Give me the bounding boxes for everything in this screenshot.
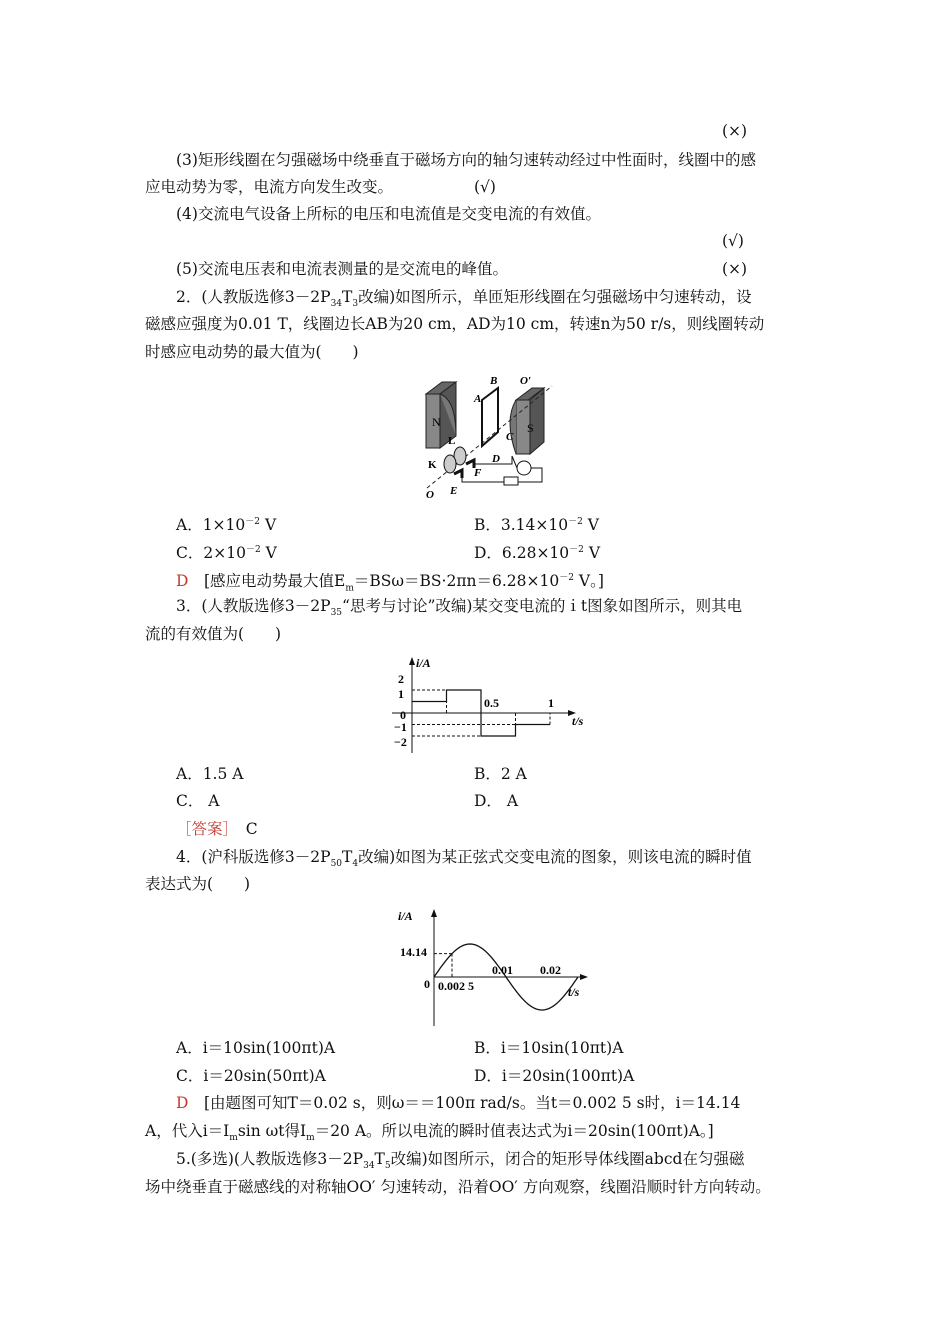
statement-3-line2: 应电动势为零，电流方向发生改变。 — [145, 178, 394, 196]
q2-stem-line3: 时感应电动势的最大值为( ) — [145, 343, 359, 361]
label-n: N — [432, 415, 441, 429]
x-tick-1: 1 — [548, 696, 554, 710]
q3-option-a: A．1.5 A — [176, 765, 244, 783]
label-e: E — [450, 485, 458, 497]
generator-figure — [412, 370, 562, 502]
q4-sine-chart — [398, 906, 593, 1028]
statement-3-line1: (3)矩形线圈在匀强磁场中绕垂直于磁场方向的轴匀速转动经过中性面时，线圈中的感 — [176, 151, 756, 169]
q4-option-c: C．i＝20sin(50πt)A — [176, 1067, 326, 1085]
label-s: S — [527, 421, 534, 435]
label-o: O — [426, 489, 434, 501]
origin-label: 0 — [424, 977, 430, 991]
label-c: C — [506, 431, 514, 443]
statement-4: (4)交流电气设备上所标的电压和电流值是交变电流的有效值。 — [176, 205, 601, 223]
x-axis-label: t/s — [568, 985, 580, 999]
q4-stem-line1: 4．(沪科版选修$3-2P_{50}T_4$改编)如图为某正弦式交变电流的图象，则该电流的瞬时值 — [176, 848, 752, 870]
x-tick-0-5: 0.5 — [484, 696, 499, 710]
q2-option-c: C．$2\times 10^{-2}$ V — [176, 544, 277, 563]
label-d: D — [492, 453, 500, 465]
x-axis-label: t/s — [572, 714, 584, 728]
q3-option-d: D． A — [474, 792, 519, 810]
y-tick-2: 2 — [398, 672, 404, 686]
q2-option-a: A．$1\times 10^{-2}$ V — [176, 516, 277, 535]
q2-answer: D [感应电动势最大值$E_m=BS\omega=BS\cdot 2\pi n=6.28\times 10^{-2}$ V。] — [176, 572, 604, 594]
q2-option-d: D．$6.28\times 10^{-2}$ V — [474, 544, 601, 563]
y-tick-neg1: −1 — [394, 720, 407, 734]
x-tick-0-02: 0.02 — [540, 963, 561, 977]
y-tick-14-14: 14.14 — [400, 945, 427, 959]
y-axis-label: i/A — [398, 909, 413, 923]
label-b: B — [490, 375, 498, 387]
statement-5: (5)交流电压表和电流表测量的是交流电的峰值。 — [176, 260, 508, 278]
label-k: K — [428, 459, 437, 471]
x-tick-0-0025: 0.002 5 — [438, 979, 474, 993]
judge-mark: (√) — [722, 232, 744, 250]
judge-mark: (√) — [474, 178, 496, 196]
q3-it-chart — [360, 655, 600, 755]
q2-stem-line1: 2．(人教版选修$3-2P_{34}T_3$改编)如图所示，单匝矩形线圈在匀强磁场中匀速转动，设 — [176, 288, 752, 310]
y-tick-1: 1 — [398, 687, 404, 701]
q4-answer-line1: D [由题图可知T＝0.02 s，则ω＝＝100π rad/s。当t＝0.002 5 s时，i＝14.14 — [176, 1094, 741, 1112]
q4-stem-line2: 表达式为( ) — [145, 875, 251, 893]
label-o-prime: O′ — [520, 375, 532, 387]
label-a: A — [474, 393, 482, 405]
x-tick-0-01: 0.01 — [492, 963, 513, 977]
q4-answer-line2: A，代入$i=I_m\sin$ ωt得$I_m=20$ A。所以电流的瞬时值表达式为i＝20sin(100πt)A。] — [145, 1122, 714, 1144]
q2-option-b: B．$3.14\times 10^{-2}$ V — [474, 516, 599, 535]
y-axis-label: i/A — [416, 656, 431, 670]
q4-option-b: B．i＝10sin(10πt)A — [474, 1039, 624, 1057]
judge-mark: (×) — [722, 122, 748, 140]
q3-stem-line1: 3．(人教版选修$3-2P_{35}“$思考与讨论”改编)某交变电流的ｉt图象如图所示，则其电 — [176, 597, 743, 619]
q2-stem-line2: 磁感应强度为0.01 T，线圈边长AB为20 cm，AD为10 cm，转速n为50 r/s，则线圈转动 — [145, 315, 765, 333]
q4-option-d: D．i＝20sin(100πt)A — [474, 1067, 635, 1085]
label-f: F — [474, 467, 482, 479]
q3-option-b: B．2 A — [474, 765, 527, 783]
q3-stem-line2: 流的有效值为( ) — [145, 625, 282, 643]
q5-stem-line2: 场中绕垂直于磁感线的对称轴OO′ 匀速转动，沿着OO′ 方向观察，线圈沿顺时针方向转动。 — [145, 1178, 771, 1196]
label-l: L — [448, 435, 456, 447]
y-tick-0: 0 — [400, 708, 406, 722]
q5-stem-line1: 5.(多选)(人教版选修$3-2P_{34}T_5$改编)如图所示，闭合的矩形导体线圈abcd在匀强磁 — [176, 1150, 745, 1172]
judge-mark: (×) — [722, 260, 748, 278]
y-tick-neg2: −2 — [394, 735, 407, 749]
q3-answer: ［答案］ C — [176, 820, 258, 838]
q4-option-a: A．i＝10sin(100πt)A — [176, 1039, 336, 1057]
q3-option-c: C． A — [176, 792, 220, 810]
